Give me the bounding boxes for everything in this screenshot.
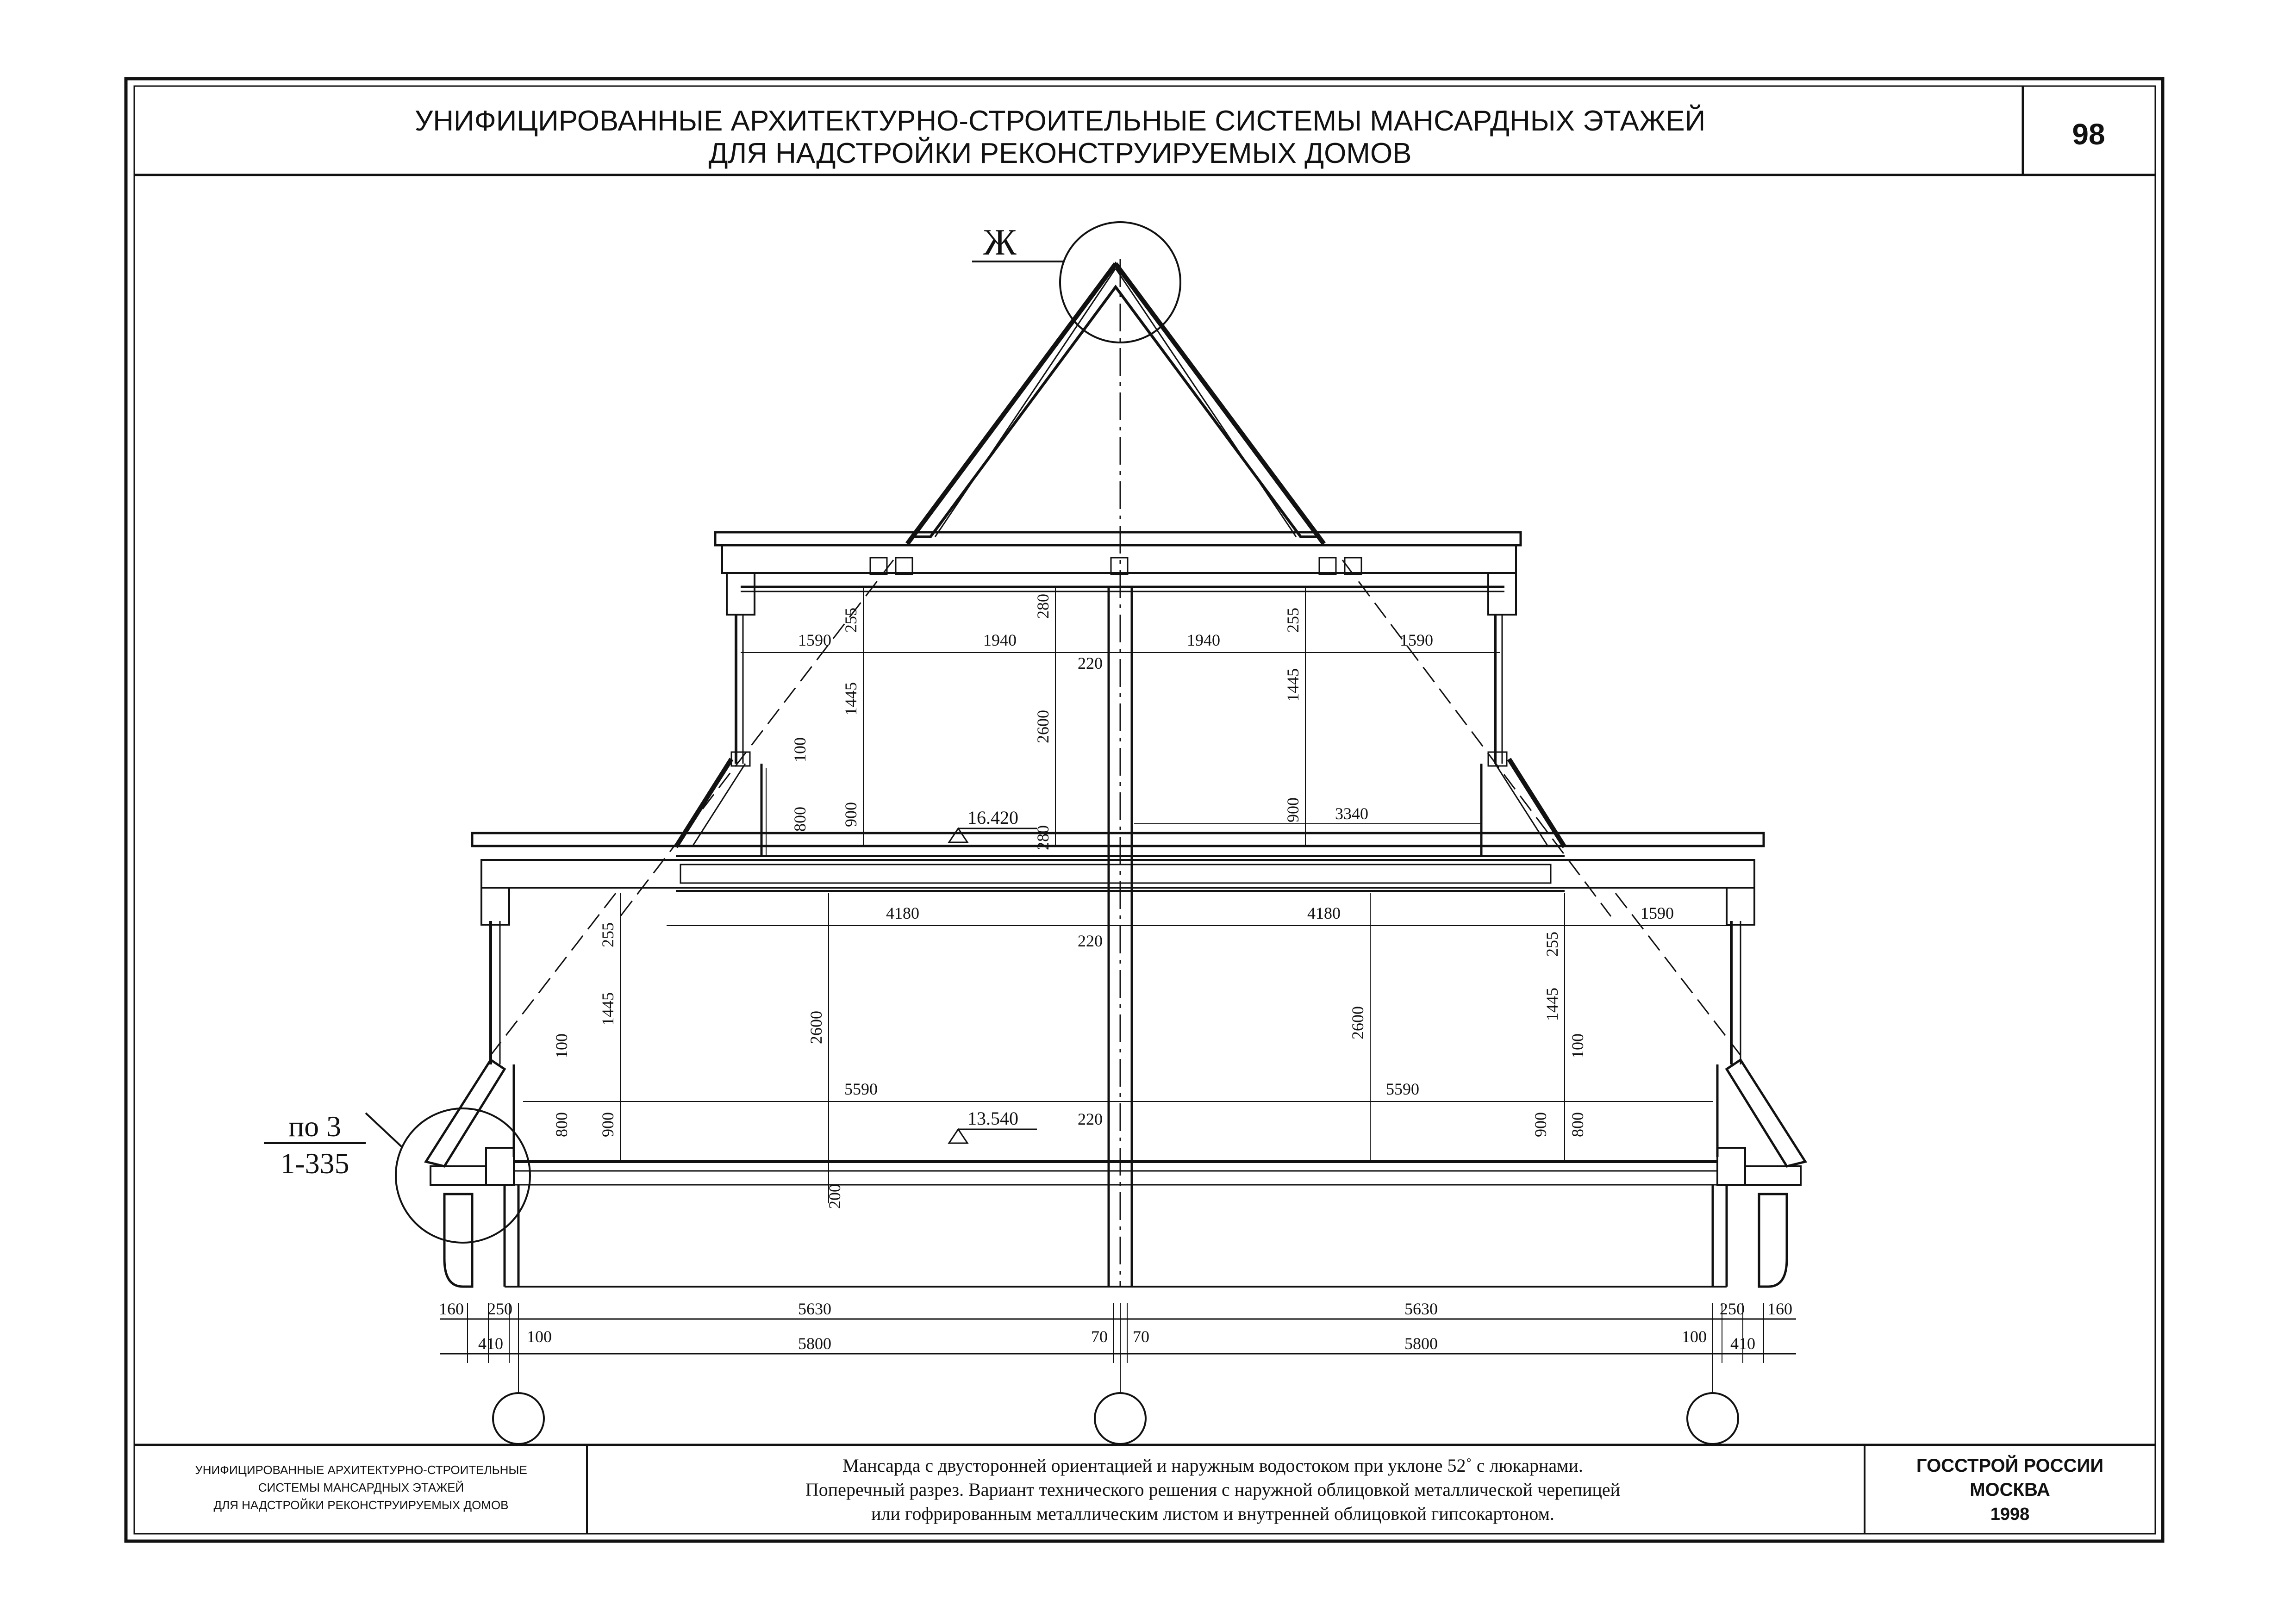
dim-lower-lower-left: 5590 (844, 1080, 878, 1098)
dim-lower-knee-left-800: 800 (552, 1112, 571, 1137)
title-block-org-line3: 1998 (1990, 1505, 2030, 1524)
header-title-line1: УНИФИЦИРОВАННЫЕ АРХИТЕКТУРНО-СТРОИТЕЛЬНЫЕ СИСТЕМЫ МАНСАРДНЫХ ЭТАЖЕЙ (414, 105, 1706, 137)
dim-bottom-row1-5: 250 (1720, 1300, 1745, 1318)
elevation-upper-value: 16.420 (967, 807, 1018, 828)
upper-roof (907, 259, 1324, 1287)
dim-lower-knee-right-800: 800 (1568, 1112, 1587, 1137)
eave-detail-circle (396, 1108, 530, 1243)
bottom-dimensions (439, 1300, 1796, 1444)
dim-bottom-row3-4: 410 (1730, 1334, 1755, 1353)
sheet-number: 98 (2072, 118, 2105, 151)
dim-bottom-row1-3: 5630 (798, 1300, 831, 1318)
dim-upper-right-inner: 1940 (1187, 631, 1220, 649)
title-block-desc-line2: Поперечный разрез. Вариант технического решения с наружной облицовкой металлической черепицей (805, 1479, 1621, 1500)
dim-lower-wall-gap-bottom: 220 (1078, 1110, 1103, 1128)
title-block-series-line1: УНИФИЦИРОВАННЫЕ АРХИТЕКТУРНО-СТРОИТЕЛЬНЫЕ (195, 1463, 527, 1477)
dim-bottom-row1-4: 5630 (1404, 1300, 1438, 1318)
eave-detail-label-bottom: 1-335 (280, 1147, 349, 1180)
dim-bottom-row3-3: 5800 (1404, 1334, 1438, 1353)
elevation-mark-lower (949, 1108, 1037, 1143)
eave-detail-label-top: по 3 (288, 1110, 342, 1143)
header (415, 105, 2105, 169)
dim-bottom-row2-2: 70 (1091, 1327, 1108, 1346)
lower-slopes (426, 893, 1805, 1166)
dim-bottom-row1-6: 160 (1767, 1300, 1792, 1318)
dim-upper-right-outer: 1590 (1400, 631, 1433, 649)
axis-marker-center (1095, 1393, 1146, 1444)
title-block-series-line3: ДЛЯ НАДСТРОЙКИ РЕКОНСТРУИРУЕМЫХ ДОМОВ (213, 1498, 509, 1512)
dim-upper-dormer-width: 3340 (1335, 804, 1368, 823)
ridge-detail-label: Ж (983, 222, 1017, 263)
dim-lower-knee-right-900: 900 (1531, 1112, 1550, 1137)
dim-upper-height-center: 2600 (1034, 710, 1052, 743)
dim-upper-wall-gap: 220 (1078, 654, 1103, 672)
dim-bottom-row3-2: 5800 (798, 1334, 831, 1353)
title-block-org-line2: МОСКВА (1970, 1480, 2050, 1500)
dim-upper-ceiling-center: 280 (1034, 594, 1052, 619)
dim-upper-knee-step: 100 (791, 737, 809, 762)
dim-bottom-row1-1: 160 (439, 1300, 464, 1318)
dim-lower-step-left: 100 (552, 1033, 571, 1058)
dim-upper-knee-left-900: 900 (842, 802, 860, 827)
dim-upper-knee-800: 800 (791, 807, 809, 832)
upper-roof-slab (715, 532, 1521, 615)
dim-lower-slope-left: 1445 (599, 992, 617, 1026)
dim-upper-beam-right: 255 (1284, 608, 1302, 633)
dim-lower-height-left: 2600 (807, 1011, 825, 1044)
title-block-desc-line3: или гофрированным металлическим листом и внутренней облицовкой гипсокартоном. (871, 1503, 1554, 1524)
sheet-frame (126, 79, 2163, 1541)
dim-upper-floor-center: 280 (1034, 825, 1052, 850)
dim-upper-left-inner: 1940 (983, 631, 1017, 649)
dim-lower-lower-right: 5590 (1386, 1080, 1419, 1098)
gutters (444, 1194, 1787, 1287)
title-block-org-line1: ГОССТРОЙ РОССИИ (1916, 1456, 2104, 1476)
dim-lower-upper-right: 4180 (1307, 904, 1341, 922)
dim-bottom-row3-1: 410 (478, 1334, 503, 1353)
axis-marker-right (1687, 1393, 1738, 1444)
cross-section-drawing (264, 222, 1805, 1444)
dim-lower-upper-left: 4180 (886, 904, 919, 922)
dim-bottom-row2-1: 100 (527, 1327, 552, 1346)
dim-bottom-row2-3: 70 (1133, 1327, 1149, 1346)
dim-lower-wall-gap-top: 220 (1078, 932, 1103, 950)
elevation-lower-value: 13.540 (967, 1108, 1018, 1129)
axis-marker-left (493, 1393, 544, 1444)
dim-upper-slope-right: 1445 (1284, 668, 1302, 702)
dim-upper-left-outer: 1590 (798, 631, 831, 649)
title-block (195, 1455, 2103, 1524)
dim-lower-step-right: 100 (1568, 1033, 1587, 1058)
middle-slab (472, 833, 1764, 925)
title-block-desc-line1: Мансарда с двусторонней ориентацией и наружным водостоком при уклоне 52˚ с люкарнами. (842, 1455, 1583, 1476)
dim-lower-beam-left: 255 (599, 922, 617, 947)
elevation-mark-upper (949, 807, 1037, 842)
dim-lower-beam-right: 255 (1543, 932, 1561, 957)
dim-bottom-row2-4: 100 (1682, 1327, 1707, 1346)
title-block-series-line2: СИСТЕМЫ МАНСАРДНЫХ ЭТАЖЕЙ (258, 1481, 464, 1494)
dim-lower-knee-left-900: 900 (599, 1112, 617, 1137)
dim-upper-beam-left: 255 (842, 608, 860, 633)
lower-slab (430, 1148, 1801, 1185)
dim-bottom-row1-2: 250 (487, 1300, 512, 1318)
base-walls (505, 1185, 1727, 1287)
dim-upper-slope-left: 1445 (842, 682, 860, 716)
dim-lower-slab: 200 (825, 1184, 844, 1209)
dim-lower-slope-right: 1445 (1543, 988, 1561, 1021)
dim-lower-upper-far-right: 1590 (1641, 904, 1674, 922)
upper-dashed-lines (620, 560, 1611, 916)
header-title-line2: ДЛЯ НАДСТРОЙКИ РЕКОНСТРУИРУЕМЫХ ДОМОВ (708, 137, 1412, 169)
dim-lower-height-right: 2600 (1348, 1006, 1367, 1039)
dim-upper-knee-right-900: 900 (1284, 797, 1302, 822)
